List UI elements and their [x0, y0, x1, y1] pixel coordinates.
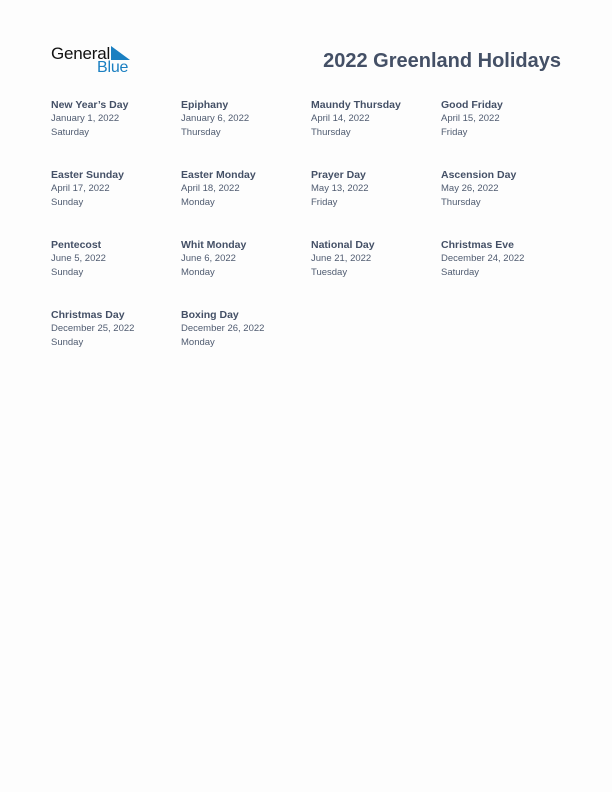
holiday-item [311, 238, 441, 308]
holiday-grid [51, 98, 571, 378]
holiday-item [311, 98, 441, 168]
holiday-name: Easter Monday [181, 169, 256, 181]
holiday-date: June 6, 2022 [181, 253, 236, 264]
holiday-name: Boxing Day [181, 309, 239, 321]
holiday-name: Pentecost [51, 239, 102, 251]
holiday-item [51, 98, 181, 168]
holiday-name: Maundy Thursday [311, 99, 401, 111]
holiday-date: June 5, 2022 [51, 253, 106, 264]
holiday-item [181, 98, 311, 168]
holiday-item [181, 308, 311, 378]
holiday-weekday: Sunday [51, 266, 84, 278]
holiday-item [181, 238, 311, 308]
holiday-weekday: Thursday [311, 126, 351, 138]
holiday-weekday: Friday [311, 196, 338, 208]
holiday-date: December 24, 2022 [441, 253, 525, 264]
holiday-name: New Year’s Day [51, 99, 129, 111]
holiday-item [311, 168, 441, 238]
holiday-date: May 13, 2022 [311, 183, 369, 194]
holiday-name: Whit Monday [181, 239, 247, 251]
holiday-date: June 21, 2022 [311, 253, 372, 264]
holiday-name: Good Friday [441, 99, 503, 111]
holiday-weekday: Saturday [441, 266, 480, 278]
holiday-weekday: Sunday [51, 196, 84, 208]
holiday-item [441, 168, 571, 238]
holiday-name: Ascension Day [441, 169, 517, 181]
holiday-name: National Day [311, 239, 375, 251]
holiday-item [441, 238, 571, 308]
holiday-name: Christmas Day [51, 309, 125, 321]
holiday-weekday: Monday [181, 196, 215, 208]
holiday-name: Prayer Day [311, 169, 366, 181]
holiday-weekday: Thursday [441, 196, 481, 208]
logo-word-general: General [51, 44, 111, 63]
holiday-date: April 17, 2022 [51, 183, 110, 194]
holiday-date: April 18, 2022 [181, 183, 240, 194]
holiday-weekday: Sunday [51, 336, 84, 348]
holiday-weekday: Tuesday [311, 266, 348, 278]
holiday-weekday: Saturday [51, 126, 90, 138]
generalblue-logo [51, 44, 141, 78]
page-title: 2022 Greenland Holidays [323, 50, 561, 72]
holiday-weekday: Thursday [181, 126, 221, 138]
holiday-date: April 15, 2022 [441, 113, 500, 124]
holiday-date: May 26, 2022 [441, 183, 499, 194]
holiday-name: Epiphany [181, 99, 229, 111]
holiday-weekday: Monday [181, 336, 215, 348]
holiday-date: April 14, 2022 [311, 113, 370, 124]
holiday-item [51, 238, 181, 308]
holiday-date: January 6, 2022 [181, 113, 250, 124]
holiday-date: December 26, 2022 [181, 323, 265, 334]
holiday-item [181, 168, 311, 238]
holiday-weekday: Friday [441, 126, 468, 138]
holiday-item [441, 98, 571, 168]
holiday-item [51, 308, 181, 378]
holiday-item [51, 168, 181, 238]
holiday-date: December 25, 2022 [51, 323, 135, 334]
holiday-weekday: Monday [181, 266, 215, 278]
holiday-name: Easter Sunday [51, 169, 124, 181]
logo-word-blue: Blue [97, 59, 129, 76]
holiday-name: Christmas Eve [441, 239, 514, 251]
holiday-date: January 1, 2022 [51, 113, 120, 124]
